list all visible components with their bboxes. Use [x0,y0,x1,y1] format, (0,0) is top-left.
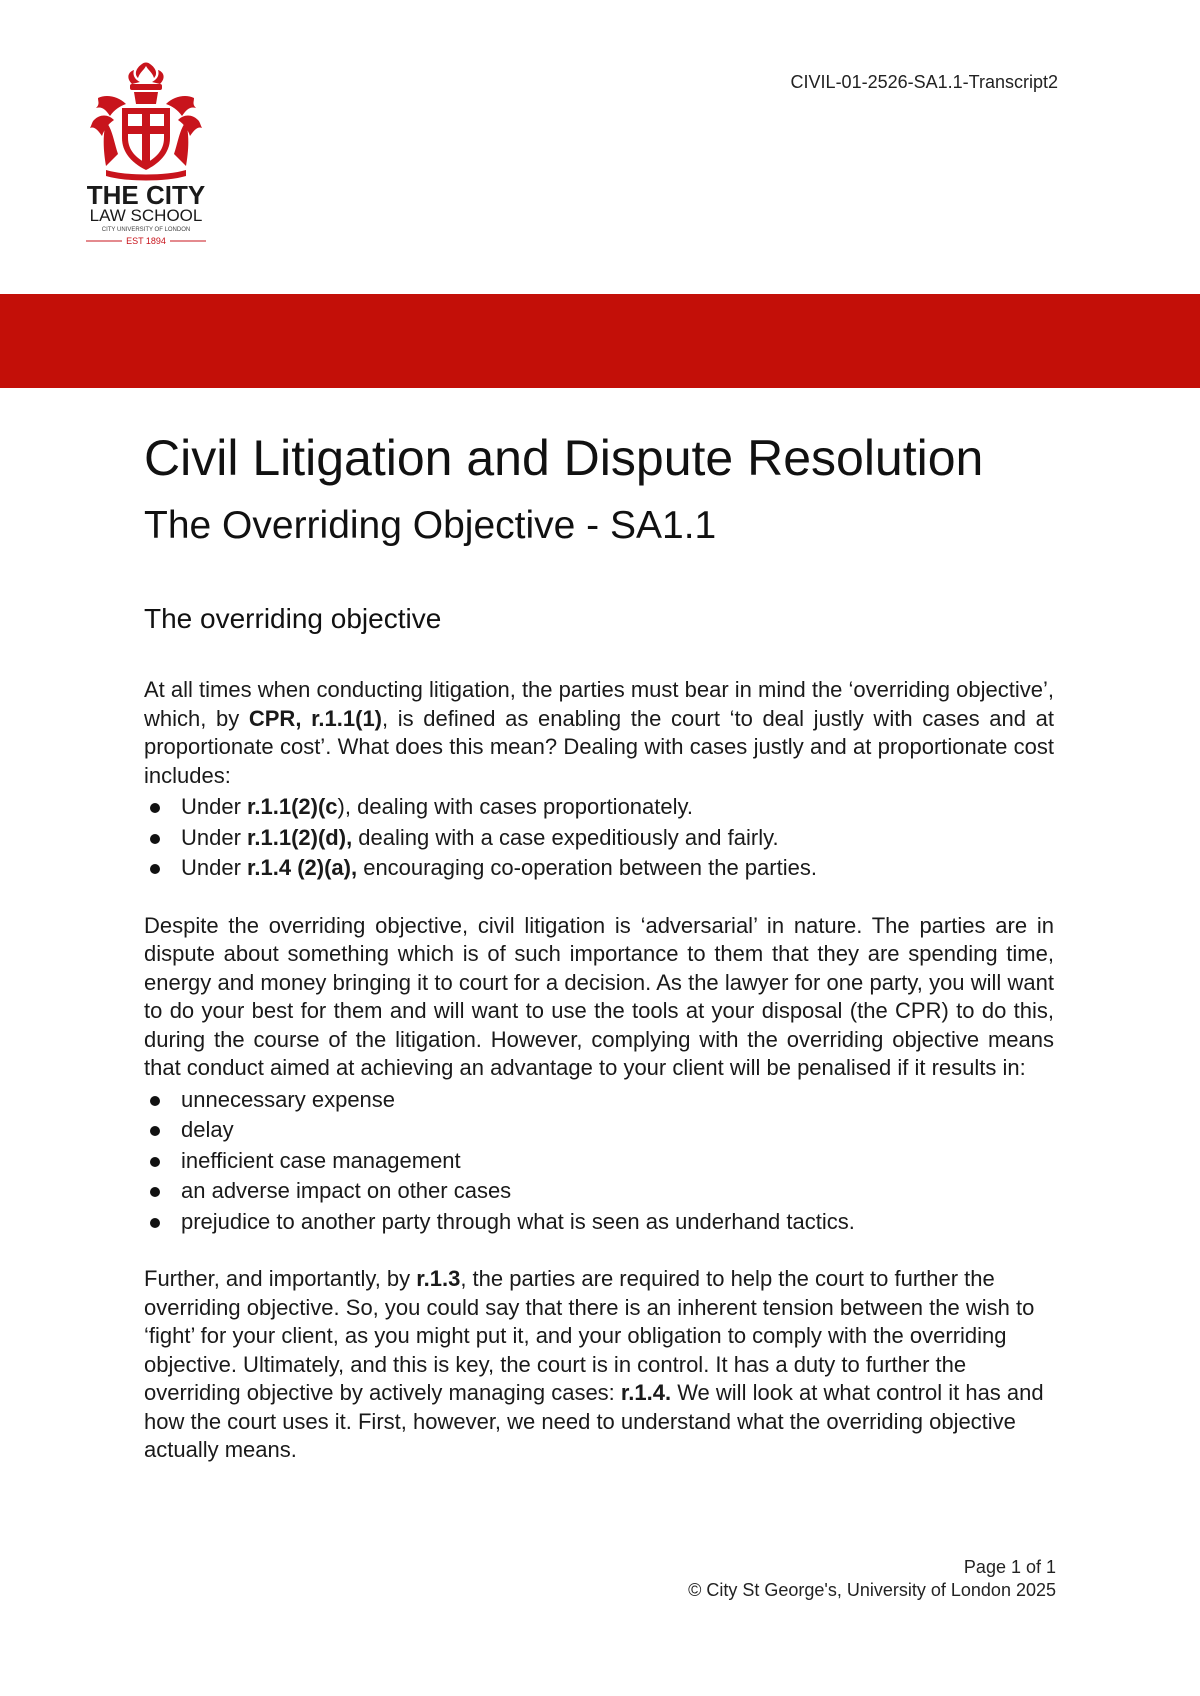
page-title: Civil Litigation and Dispute Resolution [144,430,984,486]
list-item: Under r.1.4 (2)(a), encouraging co-operation between the parties. [144,853,1054,884]
section-heading: The overriding objective [144,603,442,634]
city-law-school-logo [76,58,216,248]
court-control-paragraph: Further, and importantly, by r.1.3, the parties are required to help the court to further the overriding objective. So, you could say that there is an inherent tension between the wish to ‘fight’ for your client, as you might put it, and your obligation to comply with the overriding objective. Ultimately, and this is key, the court is in control. It has a duty to further the overriding objective by actively managing cases: r.1.4. We will look at what control it has and how the court uses it. First, however, we need to understand what the overriding objective actually means. [144,1266,1044,1462]
list-item: Under r.1.1(2)(d), dealing with a case expeditiously and fairly. [144,823,1054,854]
page-footer [688,1556,1056,1602]
bullet-icon [150,803,160,813]
logo-line3: CITY UNIVERSITY OF LONDON [101,227,191,233]
page-number: Page 1 of 1 [963,1557,1056,1577]
penalty-list [144,1085,1054,1238]
bullet-icon [150,1126,160,1136]
bullet-icon [150,834,160,844]
intro-paragraph: At all times when conducting litigation, the parties must bear in mind the ‘overriding objective’, which, by CPR, r.1.1(1), is defined as enabling the court ‘to deal justly with cases and at proportionate cost’. What does this mean? Dealing with cases justly and at proportionate cost includes: [144,677,1054,788]
copyright: © City St George's, University of London 2025 [688,1580,1056,1600]
bullet-icon [150,864,160,874]
document-reference: CIVIL-01-2526-SA1.1-Transcript2 [790,72,1058,92]
objective-list [144,792,1054,884]
bullet-icon [150,1218,160,1228]
header-banner [0,294,1200,388]
page-subtitle: The Overriding Objective - SA1.1 [144,504,717,547]
logo-line4: EST 1894 [126,236,166,246]
list-item: delay [144,1115,1054,1146]
list-item: unnecessary expense [144,1085,1054,1116]
list-item: an adverse impact on other cases [144,1176,1054,1207]
main-content [144,428,1054,1465]
adversarial-paragraph: Despite the overriding objective, civil litigation is ‘adversarial’ in nature. The parties are in dispute about something which is of such importance to them that they are spending time, energy and money bringing it to court for a decision. As the lawyer for one party, you will want to do your best for them and will want to use the tools at your disposal (the CPR) to do this, during the course of the litigation. However, complying with the overriding objective means that conduct aimed at achieving an advantage to your client will be penalised if it results in: [144,912,1054,1080]
logo-line1: THE CITY [86,180,206,210]
bullet-icon [150,1096,160,1106]
list-item: Under r.1.1(2)(c), dealing with cases proportionately. [144,792,1054,823]
bullet-icon [150,1187,160,1197]
logo-line2: LAW SCHOOL [89,206,203,225]
list-item: inefficient case management [144,1146,1054,1177]
bullet-icon [150,1157,160,1167]
list-item: prejudice to another party through what is seen as underhand tactics. [144,1207,1054,1238]
crest-icon [76,58,216,248]
